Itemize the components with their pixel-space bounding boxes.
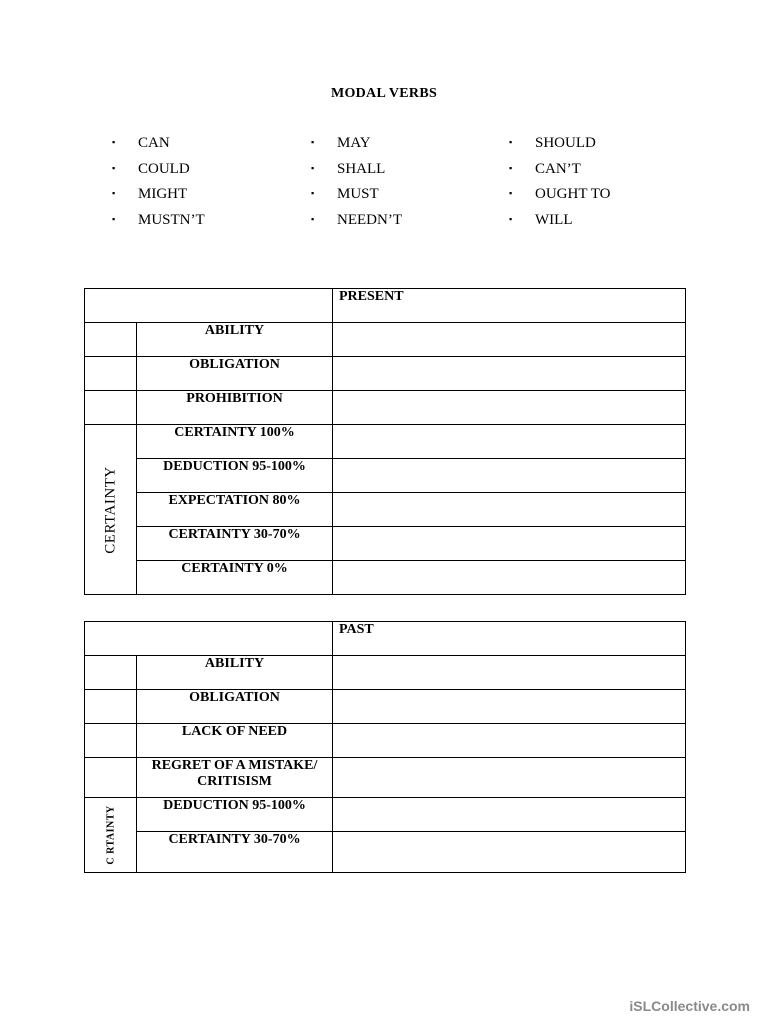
verb-item: ▪ CAN’T: [509, 160, 581, 177]
table-row: [85, 724, 686, 758]
past-table: [84, 621, 686, 873]
table-row: [85, 832, 686, 873]
row-label: REGRET OF A MISTAKE/ CRITISISM: [137, 758, 333, 798]
table-header-row: [85, 622, 686, 656]
certainty-side-cell: [85, 798, 137, 873]
side-cell: [85, 656, 137, 690]
certainty-side-label: CERTAINTY: [102, 465, 118, 554]
table-row: [85, 391, 686, 425]
bullet-icon: ▪: [509, 162, 513, 173]
table-row: [85, 561, 686, 595]
table-header-row: [85, 289, 686, 323]
watermark-footer: iSLCollective.com: [629, 998, 750, 1014]
verb-column-1: [112, 135, 205, 237]
table-row: [85, 425, 686, 459]
row-label: CERTAINTY 0%: [137, 561, 333, 595]
row-label: ABILITY: [137, 323, 333, 357]
verb-item: ▪ OUGHT TO: [509, 186, 611, 202]
row-label: PROHIBITION: [137, 391, 333, 425]
answer-cell[interactable]: [333, 391, 686, 425]
answer-cell[interactable]: [333, 425, 686, 459]
bullet-icon: ▪: [112, 137, 116, 147]
answer-cell[interactable]: [333, 656, 686, 690]
row-label: DEDUCTION 95-100%: [137, 798, 333, 832]
row-label: EXPECTATION 80%: [137, 493, 333, 527]
bullet-icon: ▪: [509, 213, 513, 224]
answer-cell[interactable]: [333, 724, 686, 758]
bullet-icon: ▪: [112, 188, 116, 198]
table-row: [85, 656, 686, 690]
verb-item: ▪ MUSTN’T: [112, 211, 205, 228]
verb-item: ▪ WILL: [509, 211, 573, 228]
verb-item: ▪ MAY: [311, 135, 371, 151]
row-label: LACK OF NEED: [137, 724, 333, 758]
answer-cell[interactable]: [333, 459, 686, 493]
table-row: [85, 459, 686, 493]
side-cell: [85, 357, 137, 391]
bullet-icon: ▪: [311, 188, 315, 198]
present-header: PRESENT: [333, 289, 686, 323]
row-label: DEDUCTION 95-100%: [137, 459, 333, 493]
verb-column-2: [311, 135, 402, 237]
past-header: PAST: [333, 622, 686, 656]
table-row: [85, 323, 686, 357]
row-label: ABILITY: [137, 656, 333, 690]
verb-item: ▪ MUST: [311, 186, 379, 202]
verb-item: ▪ CAN: [112, 135, 170, 151]
header-blank-cell: [85, 622, 333, 656]
certainty-side-cell: [85, 425, 137, 595]
verb-item: ▪ COULD: [112, 160, 190, 177]
verb-item: ▪ SHOULD: [509, 135, 596, 151]
present-table: [84, 288, 686, 595]
row-label: OBLIGATION: [137, 690, 333, 724]
table-row: [85, 690, 686, 724]
answer-cell[interactable]: [333, 527, 686, 561]
side-cell: [85, 724, 137, 758]
bullet-icon: ▪: [311, 162, 315, 173]
bullet-icon: ▪: [112, 213, 116, 224]
answer-cell[interactable]: [333, 690, 686, 724]
bullet-icon: ▪: [311, 137, 315, 147]
answer-cell[interactable]: [333, 798, 686, 832]
answer-cell[interactable]: [333, 758, 686, 798]
bullet-icon: ▪: [509, 188, 513, 198]
row-label: CERTAINTY 30-70%: [137, 832, 333, 873]
row-label: OBLIGATION: [137, 357, 333, 391]
answer-cell[interactable]: [333, 493, 686, 527]
answer-cell[interactable]: [333, 561, 686, 595]
row-label: CERTAINTY 100%: [137, 425, 333, 459]
table-row: [85, 357, 686, 391]
answer-cell[interactable]: [333, 832, 686, 873]
page-title: MODAL VERBS: [330, 86, 438, 101]
bullet-icon: ▪: [112, 162, 116, 173]
certainty-side-label: C RTAINTY: [105, 805, 116, 865]
verb-item: ▪ SHALL: [311, 160, 386, 177]
row-label: CERTAINTY 30-70%: [137, 527, 333, 561]
verb-item: ▪ MIGHT: [112, 186, 188, 202]
verb-item: ▪ NEEDN’T: [311, 211, 402, 228]
table-row: [85, 798, 686, 832]
header-blank-cell: [85, 289, 333, 323]
table-row: [85, 527, 686, 561]
answer-cell[interactable]: [333, 357, 686, 391]
bullet-icon: ▪: [509, 137, 513, 147]
side-cell: [85, 391, 137, 425]
table-row: [85, 758, 686, 798]
side-cell: [85, 690, 137, 724]
side-cell: [85, 758, 137, 798]
side-cell: [85, 323, 137, 357]
verb-column-3: [509, 135, 610, 237]
answer-cell[interactable]: [333, 323, 686, 357]
table-row: [85, 493, 686, 527]
bullet-icon: ▪: [311, 213, 315, 224]
